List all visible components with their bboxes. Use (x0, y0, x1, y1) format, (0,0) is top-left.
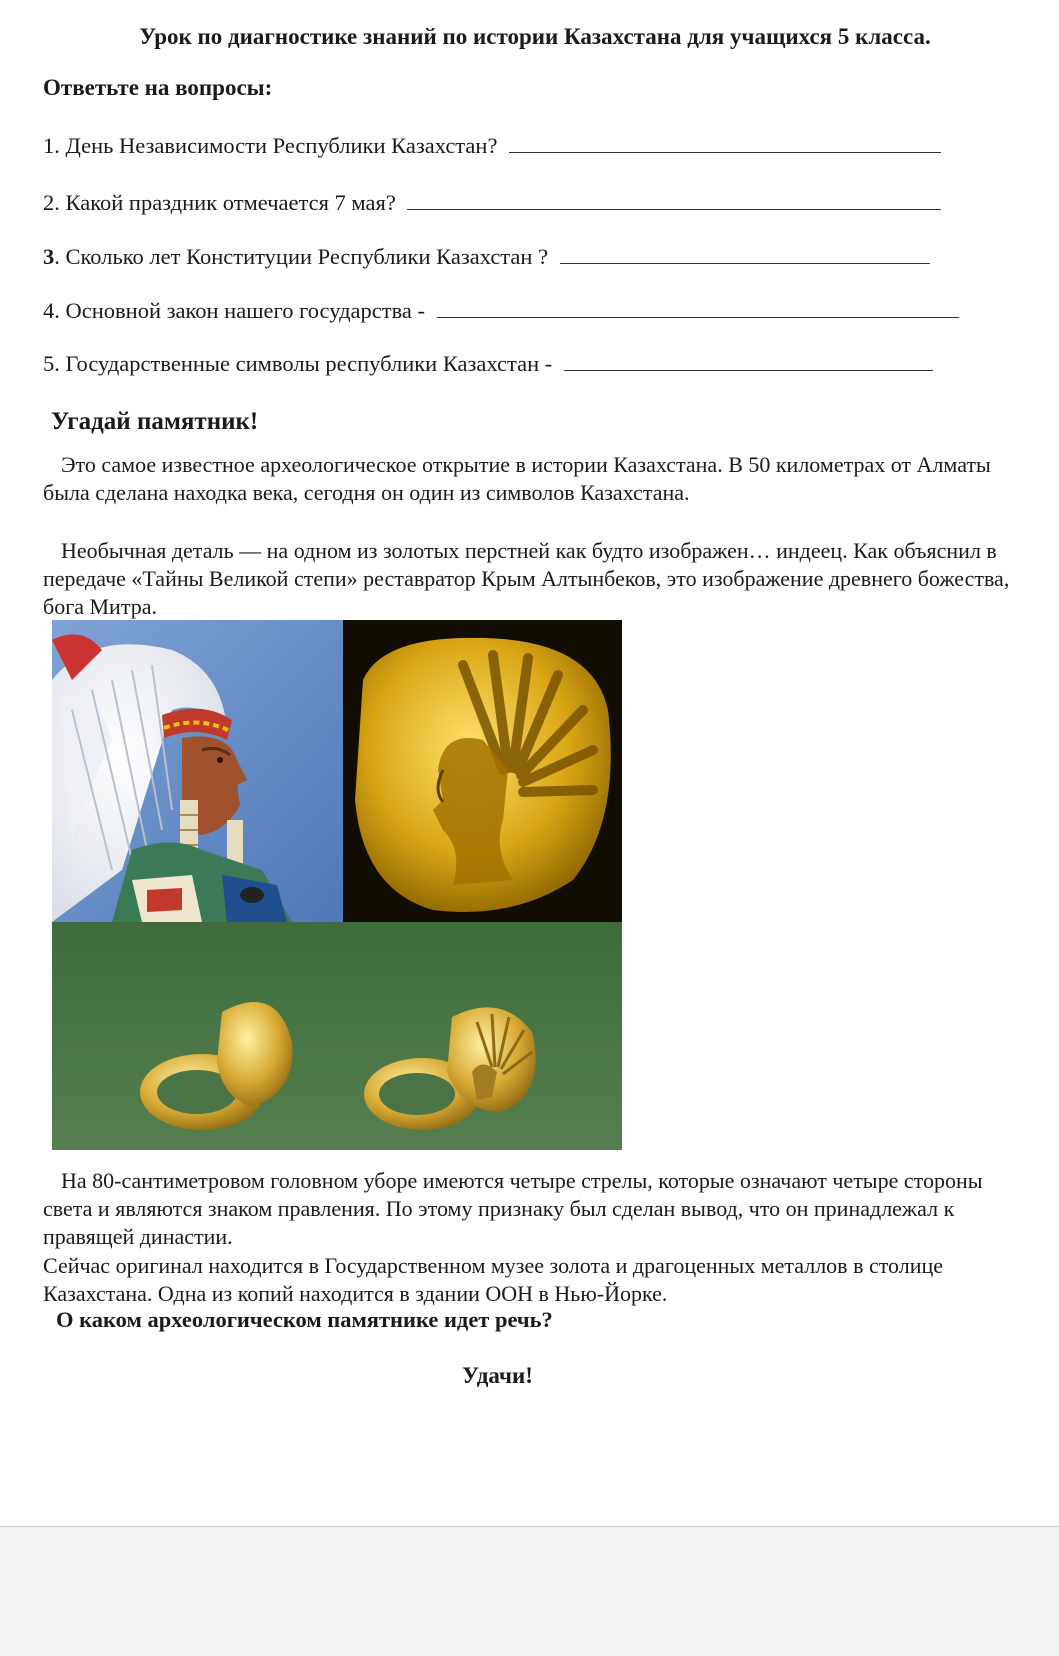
two-gold-rings-icon (52, 922, 622, 1150)
question-text: . Сколько лет Конституции Республики Казахстан ? (54, 244, 549, 269)
question-3 (43, 244, 930, 270)
final-question: О каком археологическом памятнике идет речь? (56, 1307, 553, 1332)
question-1 (43, 133, 941, 159)
answer-blank[interactable] (437, 299, 959, 318)
question-2 (43, 190, 941, 216)
answer-blank[interactable] (407, 191, 941, 210)
two-rings-image (52, 922, 622, 1150)
question-5 (43, 351, 933, 377)
paragraph-ring-detail: Необычная деталь — на одном из золотых перстней как будто изображен… индеец. Как объяснил в передаче «Тайны Великой степи» реставратор Крым Алтынбеков, это изображение древнего божества, бога Митра. (43, 538, 1010, 619)
answer-blank[interactable] (509, 134, 941, 153)
paragraph-museum: Сейчас оригинал находится в Государственном музее золота и драгоценных металлов в столице Казахстана. Одна из копий находится в здании ООН в Нью-Йорке. (43, 1253, 944, 1306)
ring-seal-closeup-image (343, 620, 622, 922)
question-number: 1 (43, 133, 55, 158)
question-number: 2 (43, 190, 55, 215)
section-heading: Угадай памятник! (51, 408, 259, 435)
page-title: Урок по диагностике знаний по истории Казахстана для учащихся 5 класса. (139, 24, 931, 49)
answer-blank[interactable] (560, 245, 930, 264)
paragraph-discovery: Это самое известное археологическое открытие в истории Казахстана. В 50 километрах от Алматы была сделана находка века, сегодня он один из символов Казахстана. (43, 452, 991, 505)
answer-blank[interactable] (564, 352, 933, 371)
instruction-heading: Ответьте на вопросы: (43, 75, 273, 100)
paragraph-headdress: На 80-сантиметровом головном уборе имеются четыре стрелы, которые означают четыре стороны света и являются знаком правления. По этому признаку был сделан вывод, что он принадлежал к правящей династии. (43, 1168, 983, 1249)
question-text: . Государственные символы республики Казахстан - (54, 351, 553, 376)
question-number: 5 (43, 351, 55, 376)
closing-text: Удачи! (462, 1363, 533, 1388)
question-text: . Основной закон нашего государства - (54, 298, 426, 323)
viewer-footer (0, 1526, 1059, 1656)
question-text: . Какой праздник отмечается 7 мая? (54, 190, 396, 215)
native-american-chief-portrait-icon (52, 620, 343, 922)
question-number: 4 (43, 298, 55, 323)
chief-portrait-image (52, 620, 343, 922)
gold-ring-seal-closeup-icon (343, 620, 622, 922)
question-number: 3 (43, 244, 55, 269)
question-4 (43, 298, 959, 324)
question-text: . День Независимости Республики Казахстан? (54, 133, 498, 158)
